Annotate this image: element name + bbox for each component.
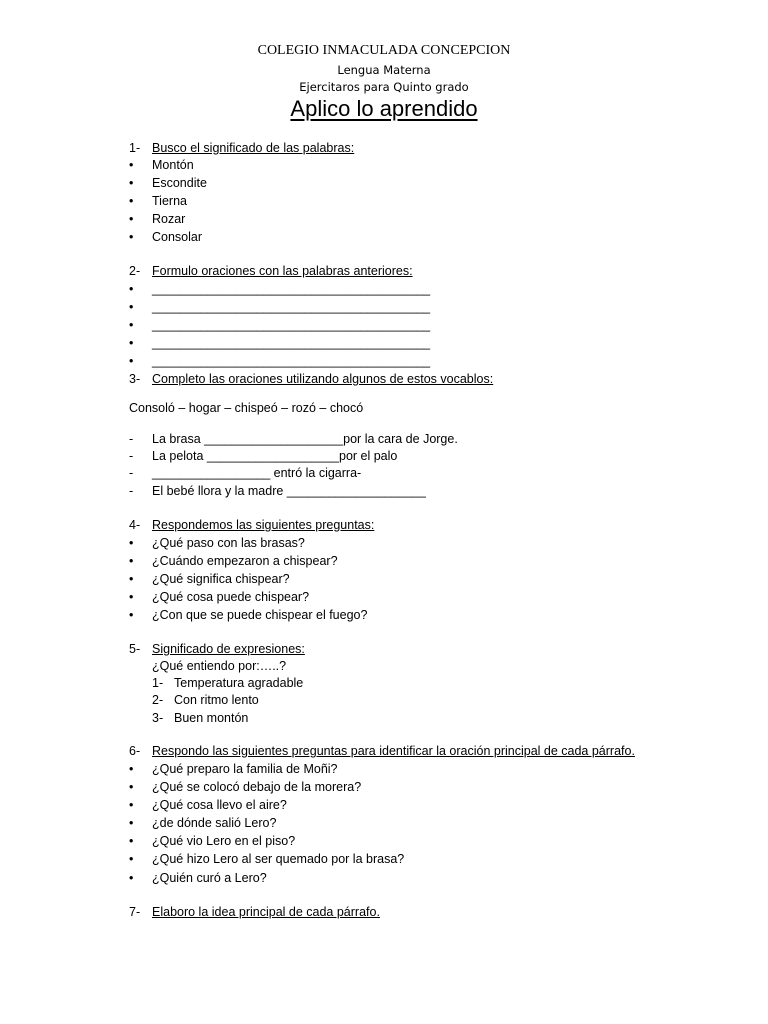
expression-item: Buen montón — [174, 711, 249, 725]
fill-in-sentence: El bebé llora y la madre ____________________ — [152, 484, 426, 498]
section-heading: Formulo oraciones con las palabras anteriores: — [152, 264, 413, 278]
question-item: ¿Con que se puede chispear el fuego? — [152, 608, 368, 622]
section-number: 5- — [129, 642, 141, 656]
answer-blank: ________________________________________ — [152, 354, 431, 368]
bullet-marker: • — [129, 194, 134, 208]
section-heading: Completo las oraciones utilizando algunos de estos vocablos: — [152, 372, 494, 386]
grade-label: Ejercitaros para Quinto grado — [299, 80, 469, 94]
section-number: 3- — [129, 372, 141, 386]
question-item: ¿Qué cosa puede chispear? — [152, 590, 310, 604]
bullet-marker: • — [129, 536, 134, 550]
expression-item: Con ritmo lento — [174, 693, 259, 707]
bullet-marker: • — [129, 780, 134, 794]
bullet-marker: • — [129, 834, 134, 848]
sub-number: 1- — [152, 676, 164, 690]
section-number: 2- — [129, 264, 141, 278]
sub-number: 2- — [152, 693, 164, 707]
bullet-marker: • — [129, 590, 134, 604]
bullet-marker: • — [129, 762, 134, 776]
question-item: ¿Qué hizo Lero al ser quemado por la brasa? — [152, 852, 405, 866]
list-item: Montón — [152, 158, 194, 172]
answer-blank: ________________________________________ — [152, 282, 431, 296]
bullet-marker: • — [129, 816, 134, 830]
bullet-marker: • — [129, 871, 134, 885]
fill-in-sentence: La brasa ____________________por la cara de Jorge. — [152, 432, 458, 446]
list-item: Tierna — [152, 194, 187, 208]
dash-marker: - — [129, 449, 134, 463]
fill-in-sentence: _________________ entró la cigarra- — [152, 466, 362, 480]
answer-blank: ________________________________________ — [152, 300, 431, 314]
question-item: ¿de dónde salió Lero? — [152, 816, 277, 830]
bullet-marker: • — [129, 176, 134, 190]
list-item: Escondite — [152, 176, 207, 190]
section-number: 6- — [129, 744, 141, 758]
question-item: ¿Qué se colocó debajo de la morera? — [152, 780, 362, 794]
answer-blank: ________________________________________ — [152, 336, 431, 350]
section-heading: Elaboro la idea principal de cada párrafo. — [152, 905, 380, 919]
bullet-marker: • — [129, 852, 134, 866]
answer-blank: ________________________________________ — [152, 318, 431, 332]
bullet-marker: • — [129, 336, 134, 350]
bullet-marker: • — [129, 798, 134, 812]
question-item: ¿Cuándo empezaron a chispear? — [152, 554, 338, 568]
section-heading: Busco el significado de las palabras: — [152, 141, 355, 155]
dash-marker: - — [129, 466, 134, 480]
section-heading: Respondemos las siguientes preguntas: — [152, 518, 375, 532]
bullet-marker: • — [129, 212, 134, 226]
word-bank: Consoló – hogar – chispeó – rozó – chocó — [129, 401, 364, 415]
section-number: 4- — [129, 518, 141, 532]
sub-number: 3- — [152, 711, 164, 725]
bullet-marker: • — [129, 608, 134, 622]
school-name: COLEGIO INMACULADA CONCEPCION — [257, 43, 511, 58]
page-title: Aplico lo aprendido — [290, 96, 478, 121]
question-item: ¿Qué cosa llevo el aire? — [152, 798, 287, 812]
bullet-marker: • — [129, 230, 134, 244]
question-item: ¿Qué vio Lero en el piso? — [152, 834, 296, 848]
bullet-marker: • — [129, 318, 134, 332]
list-item: Rozar — [152, 212, 186, 226]
fill-in-sentence: La pelota ___________________por el palo — [152, 449, 398, 463]
bullet-marker: • — [129, 554, 134, 568]
section-number: 1- — [129, 141, 141, 155]
section-heading: Significado de expresiones: — [152, 642, 305, 656]
bullet-marker: • — [129, 158, 134, 172]
expression-prompt: ¿Qué entiendo por:…..? — [152, 659, 287, 673]
dash-marker: - — [129, 432, 134, 446]
question-item: ¿Qué preparo la familia de Moñi? — [152, 762, 338, 776]
question-item: ¿Qué significa chispear? — [152, 572, 290, 586]
bullet-marker: • — [129, 572, 134, 586]
subject-name: Lengua Materna — [337, 63, 431, 77]
expression-item: Temperatura agradable — [174, 676, 304, 690]
dash-marker: - — [129, 484, 134, 498]
bullet-marker: • — [129, 282, 134, 296]
question-item: ¿Qué paso con las brasas? — [152, 536, 305, 550]
list-item: Consolar — [152, 230, 203, 244]
section-number: 7- — [129, 905, 141, 919]
bullet-marker: • — [129, 354, 134, 368]
question-item: ¿Quién curó a Lero? — [152, 871, 267, 885]
section-heading: Respondo las siguientes preguntas para identificar la oración principal de cada párrafo. — [152, 744, 635, 758]
bullet-marker: • — [129, 300, 134, 314]
